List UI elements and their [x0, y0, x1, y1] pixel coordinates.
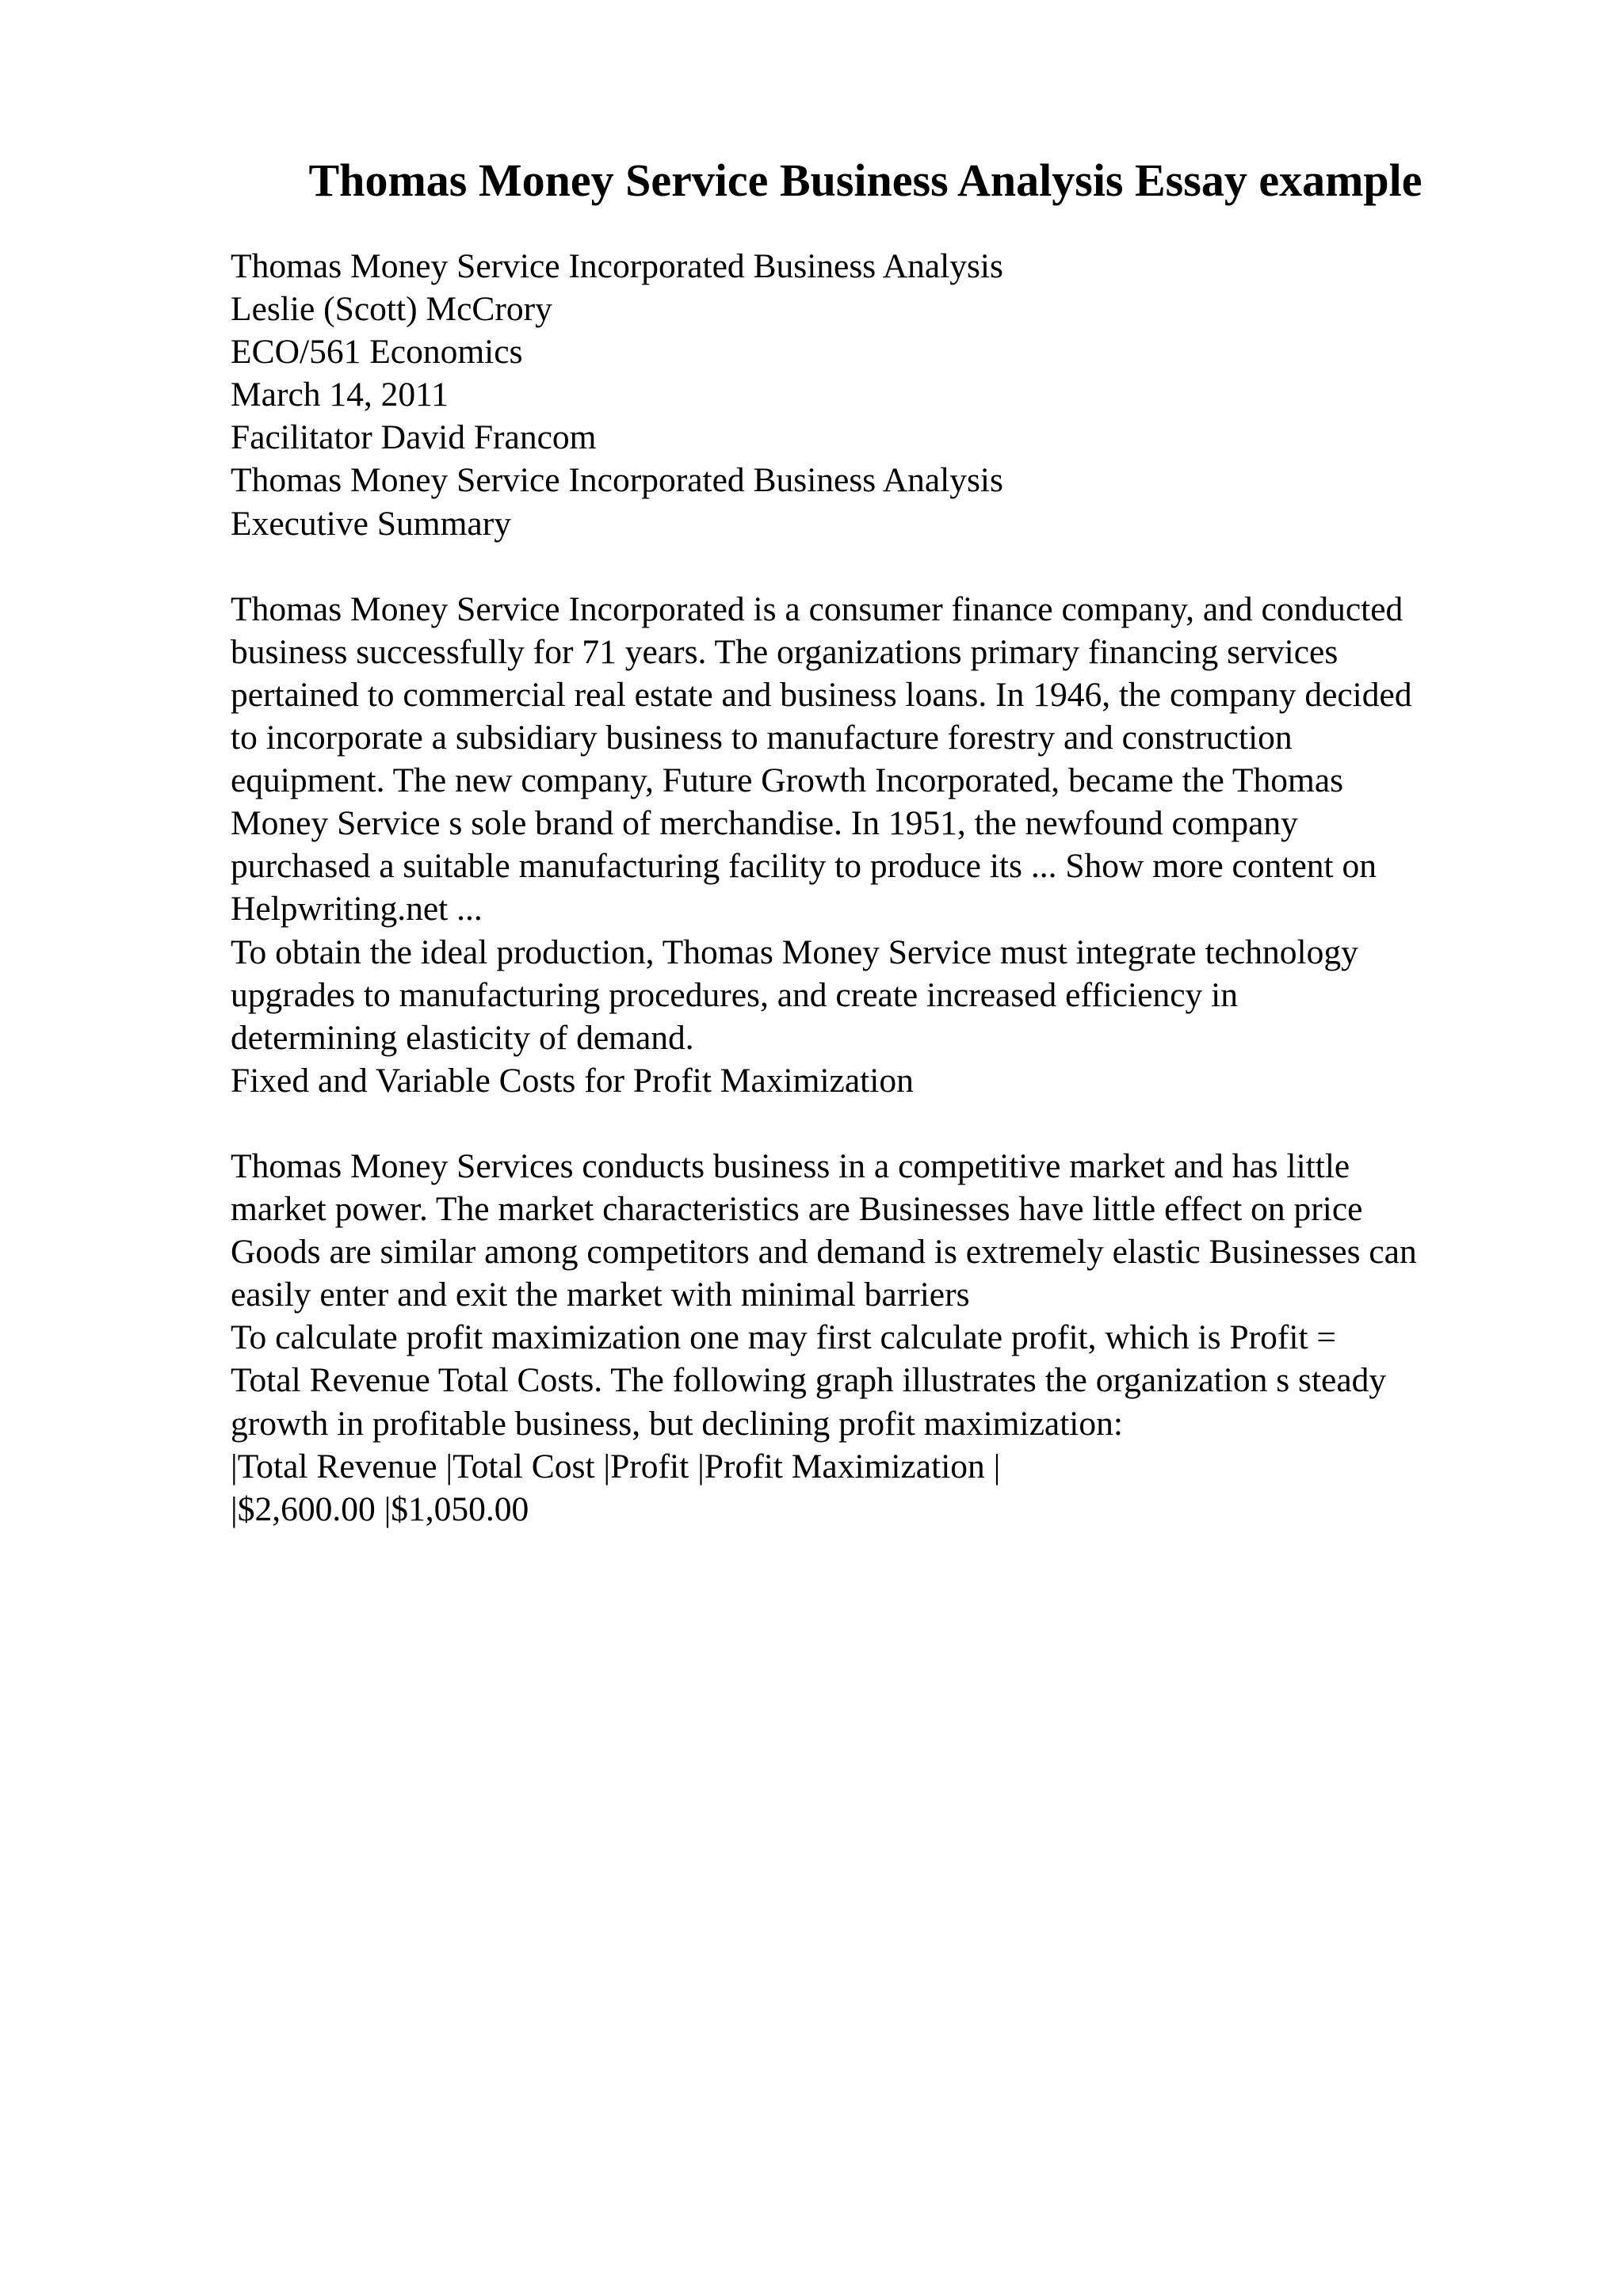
- paragraph-executive-summary: [231, 588, 1594, 1102]
- paragraph-line: equipment. The new company, Future Growth Incorporated, became the Thomas: [231, 761, 1344, 800]
- paragraph-line: to incorporate a subsidiary business to manufacture forestry and construction: [231, 719, 1293, 757]
- document-title: Thomas Money Service Business Analysis Essay example: [308, 154, 1423, 206]
- paragraph-line: determining elasticity of demand.: [231, 1018, 694, 1057]
- paragraph-line: easily enter and exit the market with minimal barriers: [231, 1276, 970, 1314]
- paragraph-line: pertained to commercial real estate and business loans. In 1946, the company decided: [231, 675, 1412, 714]
- section-heading-fixed-variable-costs: Fixed and Variable Costs for Profit Maximization: [231, 1061, 914, 1100]
- header-line-analysis-title: Thomas Money Service Incorporated Business Analysis: [231, 461, 1003, 500]
- paragraph-line: upgrades to manufacturing procedures, and create increased efficiency in: [231, 975, 1238, 1014]
- paragraph-line: market power. The market characteristics are Businesses have little effect on price: [231, 1190, 1363, 1229]
- paragraph-spacer: [231, 1102, 1594, 1145]
- header-line-date: March 14, 2011: [231, 376, 449, 414]
- paragraph-market-analysis: [231, 1145, 1594, 1531]
- paragraph-line: Thomas Money Service Incorporated is a consumer finance company, and conducted: [231, 589, 1403, 628]
- header-line-facilitator: Facilitator David Francom: [231, 418, 597, 457]
- paragraph-line: growth in profitable business, but declining profit maximization:: [231, 1404, 1123, 1443]
- document-body: [231, 245, 1594, 1531]
- table-data-row: |$2,600.00 |$1,050.00: [231, 1489, 529, 1528]
- header-block: [231, 245, 1594, 545]
- paragraph-line: Helpwriting.net ...: [231, 890, 483, 929]
- paragraph-line: To obtain the ideal production, Thomas Money Service must integrate technology: [231, 933, 1358, 971]
- paragraph-line: Total Revenue Total Costs. The following graph illustrates the organization s steady: [231, 1361, 1387, 1400]
- table-header-row: |Total Revenue |Total Cost |Profit |Profit Maximization |: [231, 1447, 1001, 1486]
- paragraph-line: Money Service s sole brand of merchandise. In 1951, the newfound company: [231, 804, 1298, 843]
- paragraph-spacer: [231, 545, 1594, 588]
- paragraph-line: business successfully for 71 years. The organizations primary financing services: [231, 632, 1338, 671]
- paragraph-line: To calculate profit maximization one may first calculate profit, which is Profit =: [231, 1318, 1336, 1357]
- paragraph-line: purchased a suitable manufacturing facility to produce its ... Show more content on: [231, 847, 1377, 886]
- header-line-author: Leslie (Scott) McCrory: [231, 290, 552, 329]
- header-line-course: ECO/561 Economics: [231, 333, 523, 372]
- paragraph-line: Thomas Money Services conducts business in a competitive market and has little: [231, 1146, 1350, 1185]
- header-line-section-heading: Executive Summary: [231, 504, 511, 543]
- paragraph-line: Goods are similar among competitors and demand is extremely elastic Businesses can: [231, 1233, 1417, 1272]
- header-line-course-title: Thomas Money Service Incorporated Business Analysis: [231, 247, 1003, 285]
